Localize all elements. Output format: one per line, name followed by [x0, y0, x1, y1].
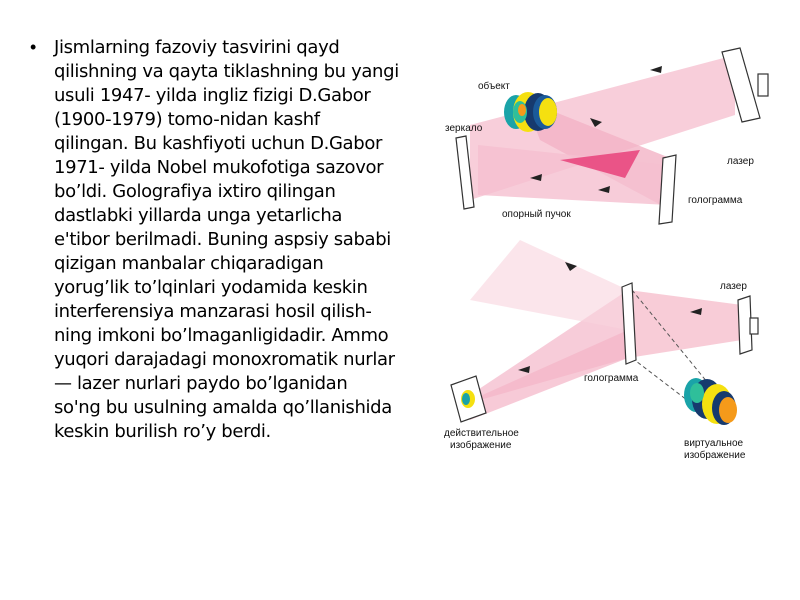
label-laser-bottom: лазер	[720, 281, 747, 292]
label-virtual-image-2: изображение	[684, 450, 746, 461]
text-line: keskin burilish ro’y berdi.	[54, 421, 271, 442]
holography-diagram	[430, 40, 770, 470]
text-line: (1900-1979) tomo-nidan kashf	[54, 109, 320, 130]
label-laser-top: лазер	[727, 156, 754, 167]
text-line: so'ng bu usulning amalda qo’llanishida	[54, 397, 392, 418]
text-line: Jismlarning fazoviy tasvirini qayd	[54, 37, 340, 58]
text-line: usuli 1947- yilda ingliz fizigi D.Gabor	[54, 85, 371, 106]
bullet-marker: •	[30, 37, 37, 57]
text-line: dastlabki yillarda unga yetarlicha	[54, 205, 343, 226]
text-line: qilishning va qayta tiklashning bu yangi	[54, 61, 399, 82]
text-line: yuqori darajadagi monoxromatik nurlar	[54, 349, 395, 370]
text-line: 1971- yilda Nobel mukofotiga sazovor	[54, 157, 384, 178]
spread-beam	[470, 240, 628, 330]
object-icon	[504, 92, 557, 132]
laser-device-bottom	[738, 296, 758, 354]
label-mirror: зеркало	[445, 123, 483, 134]
text-line: e'tibor berilmadi. Buning aspsiy sababi	[54, 229, 391, 250]
text-line: yorug’lik to’lqinlari yodamida keskin	[54, 277, 368, 298]
recording-setup	[445, 48, 768, 224]
label-real-image-2: изображение	[450, 440, 512, 451]
laser-beam-bottom	[628, 290, 742, 358]
text-line: bo’ldi. Golografiya ixtiro qilingan	[54, 181, 336, 202]
label-reference-beam: опорный пучок	[502, 209, 571, 220]
virtual-image-icon	[684, 378, 737, 425]
text-line: ning imkoni bo’lmaganligidadir. Ammo	[54, 325, 389, 346]
reconstruction-setup	[444, 240, 758, 461]
label-object: объект	[478, 81, 510, 92]
label-hologram-bottom: голограмма	[584, 373, 639, 384]
bullet-text	[54, 36, 420, 444]
label-hologram-top: голограмма	[688, 195, 743, 206]
text-line: interferensiya manzarasi hosil qilish-	[54, 301, 372, 322]
label-real-image-1: действительное	[444, 428, 519, 439]
text-line: qizigan manbalar chiqaradigan	[54, 253, 324, 274]
label-virtual-image-1: виртуальное	[684, 438, 744, 449]
text-line: — lazer nurlari paydo bo’lganidan	[54, 373, 348, 394]
text-line: qilingan. Bu kashfiyoti uchun D.Gabor	[54, 133, 383, 154]
real-image-screen	[451, 376, 486, 422]
